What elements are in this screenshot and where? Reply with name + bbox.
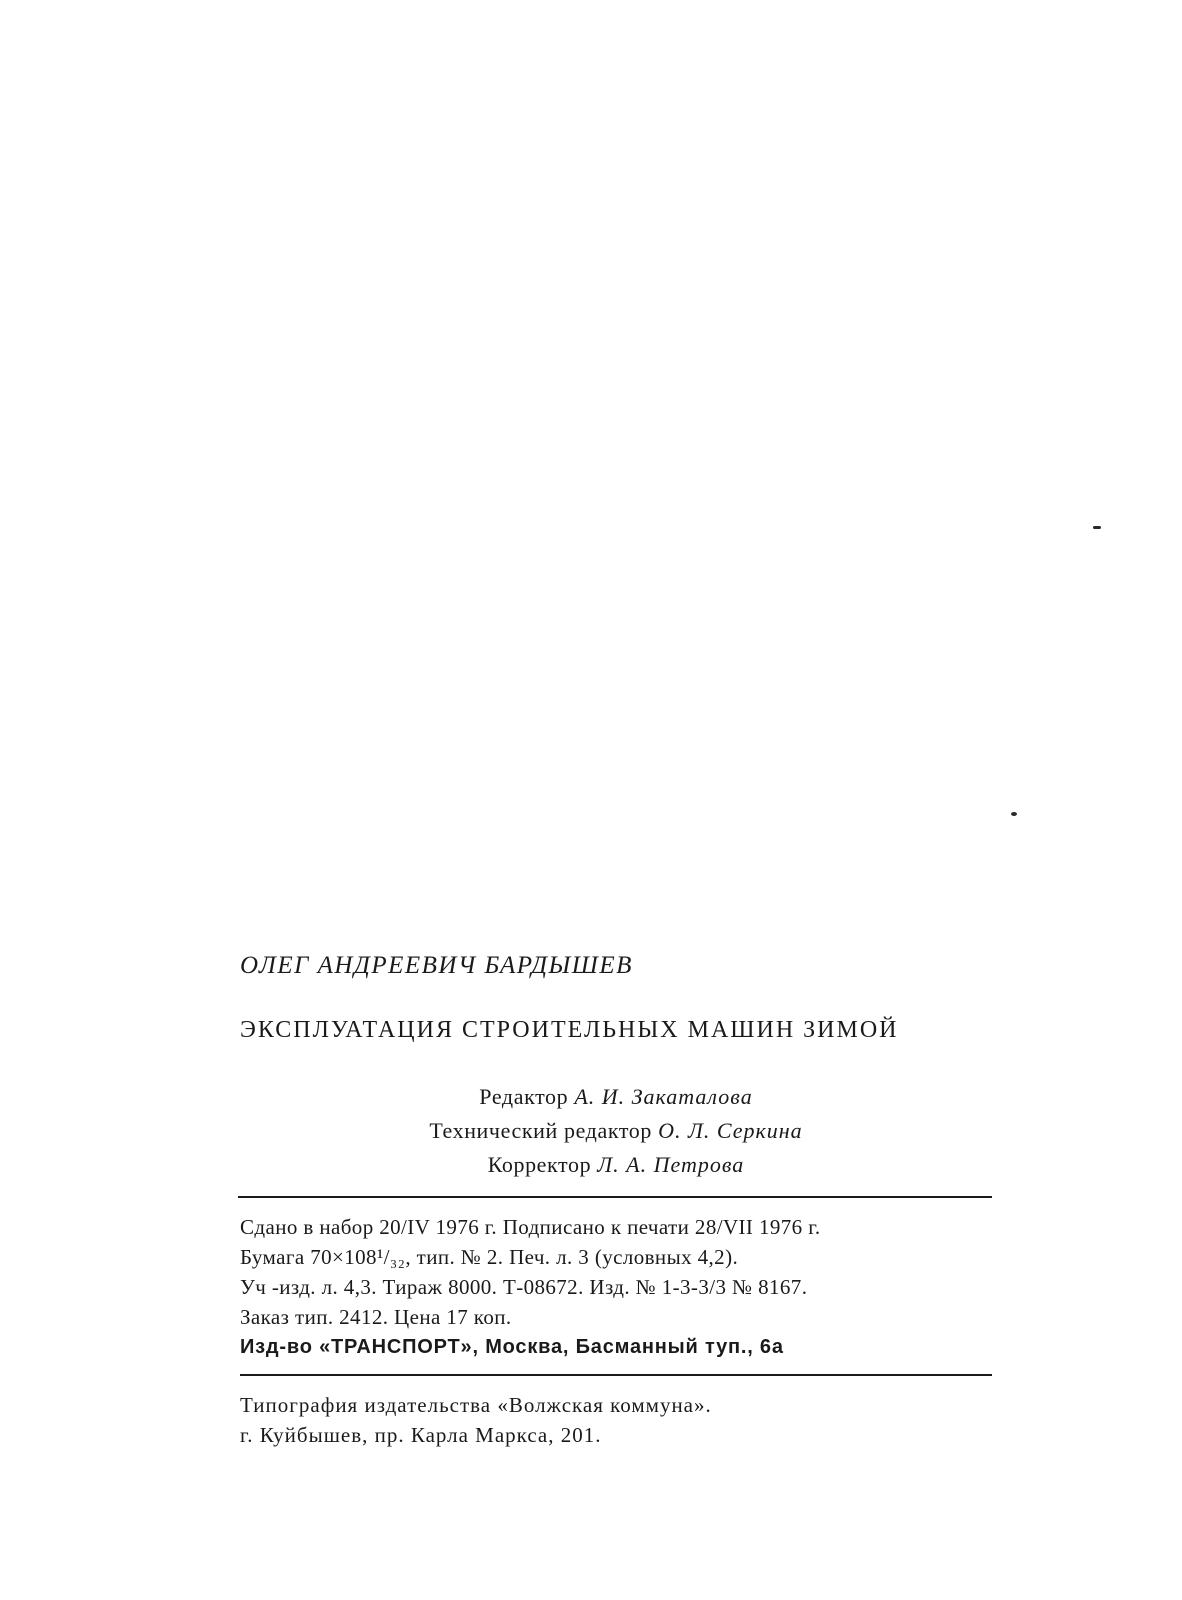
author-name: ОЛЕГ АНДРЕЕВИЧ БАРДЫШЕВ bbox=[240, 952, 633, 979]
credit-name: А. И. Закаталова bbox=[574, 1084, 753, 1109]
credit-role: Редактор bbox=[479, 1084, 569, 1109]
colophon bbox=[240, 948, 992, 1450]
divider-top bbox=[238, 1196, 992, 1198]
imprint-publisher: Изд-во «ТРАНСПОРТ», Москва, Басманный туп., 6а bbox=[240, 1336, 784, 1358]
imprint-line-order-price: Заказ тип. 2412. Цена 17 коп. bbox=[240, 1305, 512, 1329]
imprint-line-dates: Сдано в набор 20/IV 1976 г. Подписано к печати 28/VII 1976 г. bbox=[240, 1215, 821, 1239]
scan-speck bbox=[1093, 526, 1101, 529]
credit-role: Технический редактор bbox=[429, 1118, 652, 1143]
printer-block bbox=[240, 1390, 992, 1450]
credit-editor bbox=[240, 1080, 992, 1114]
divider-bottom bbox=[240, 1374, 992, 1376]
credit-role: Корректор bbox=[487, 1152, 592, 1177]
scan-speck bbox=[1011, 812, 1017, 816]
credit-name: Л. А. Петрова bbox=[597, 1152, 745, 1177]
imprint-line-paper: Бумага 70×108¹/₃₂, тип. № 2. Печ. л. 3 (условных 4,2). bbox=[240, 1245, 739, 1269]
imprint-line-print-run: Уч -изд. л. 4,3. Тираж 8000. Т-08672. Изд. № 1-3-3/3 № 8167. bbox=[240, 1275, 808, 1299]
credit-proofreader bbox=[240, 1148, 992, 1182]
printer-name: Типография издательства «Волжская коммуна». bbox=[240, 1393, 712, 1417]
credit-technical-editor bbox=[240, 1114, 992, 1148]
credits bbox=[240, 1080, 992, 1182]
printer-address: г. Куйбышев, пр. Карла Маркса, 201. bbox=[240, 1423, 602, 1447]
book-title: ЭКСПЛУАТАЦИЯ СТРОИТЕЛЬНЫХ МАШИН ЗИМОЙ bbox=[240, 1017, 899, 1043]
credit-name: О. Л. Серкина bbox=[658, 1118, 803, 1143]
imprint-block bbox=[240, 1212, 992, 1362]
